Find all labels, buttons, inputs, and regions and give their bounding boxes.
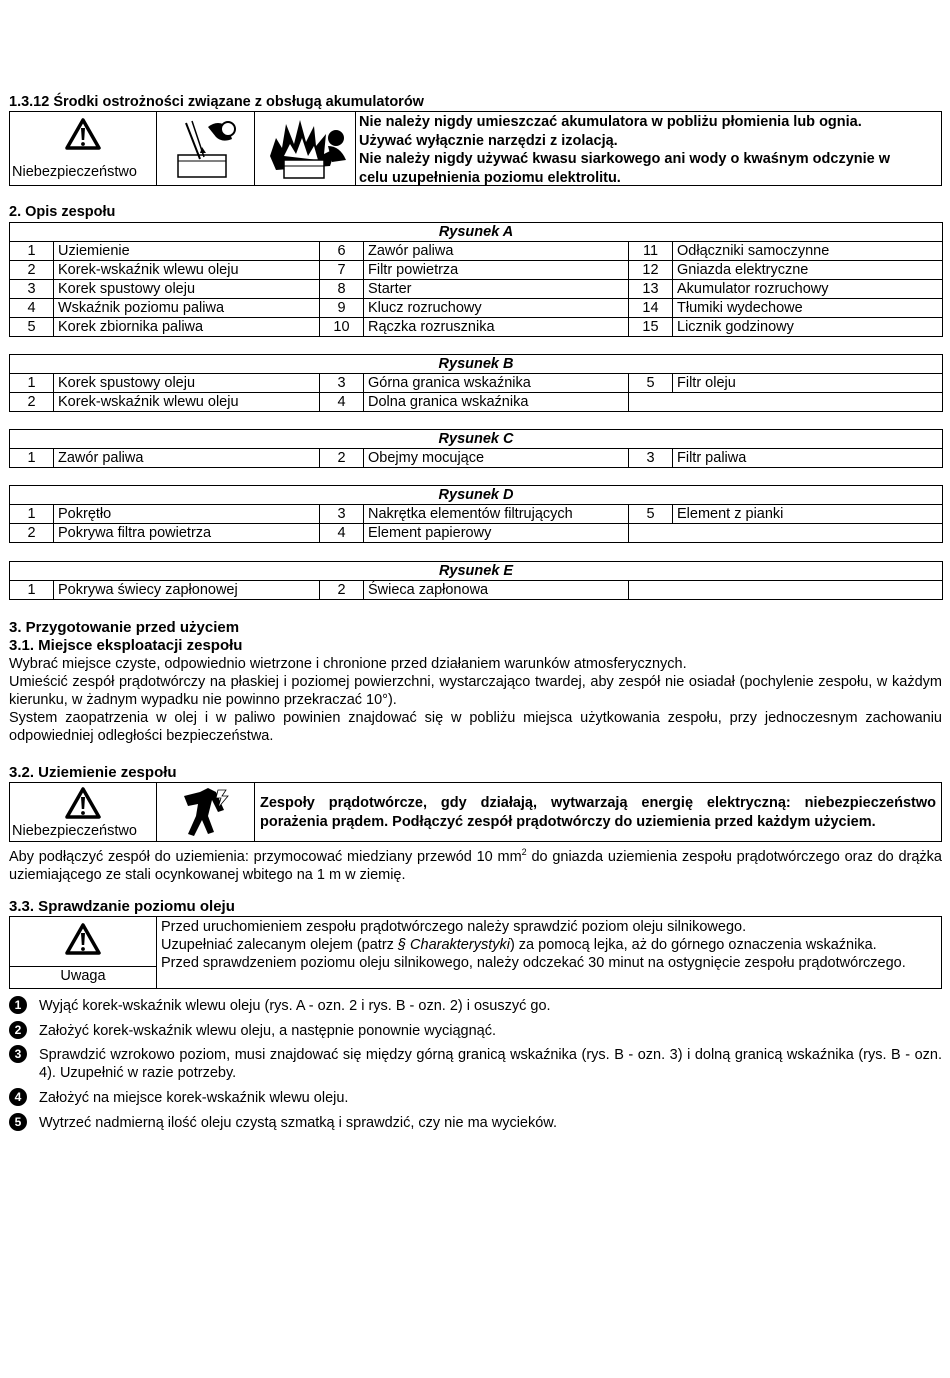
figure-d-caption: Rysunek D — [10, 486, 943, 505]
grounding-sup: 2 — [521, 847, 527, 857]
item-number: 1 — [10, 242, 54, 261]
item-label: Starter — [364, 280, 629, 299]
item-label: Pokrywa świecy zapłonowej — [54, 581, 320, 600]
item-label: Zawór paliwa — [54, 449, 320, 468]
grounding-text-b: do gniazda uziemienia zespołu prądotwórczego oraz do drążka uziemiającego ze stali ocynkowanej wbitego na 1 m w ziemię. — [9, 848, 942, 883]
section-heading-1312: 1.3.12 Środki ostrożności związane z obsługą akumulatorów — [9, 94, 424, 110]
item-label: Wskaźnik poziomu paliwa — [54, 299, 320, 318]
step-number: 1 — [9, 996, 27, 1014]
item-label: Korek zbiornika paliwa — [54, 318, 320, 337]
item-number: 3 — [10, 280, 54, 299]
list-item — [9, 1114, 942, 1132]
table-row — [10, 299, 943, 318]
empty-cell — [629, 393, 943, 412]
item-number: 13 — [629, 280, 673, 299]
item-number: 6 — [320, 242, 364, 261]
warning-triangle-icon — [65, 923, 101, 956]
table-row — [10, 524, 943, 543]
battery-warning-box — [9, 111, 942, 186]
caution-line-1: Przed uruchomieniem zespołu prądotwórczego należy sprawdzić poziom oleju silnikowego. — [161, 919, 747, 935]
table-row — [10, 374, 943, 393]
warning-triangle-icon — [65, 118, 101, 151]
item-number: 1 — [10, 449, 54, 468]
empty-cell — [629, 524, 943, 543]
item-label: Licznik godzinowy — [673, 318, 943, 337]
grounding-warning-box — [9, 782, 942, 842]
item-label: Tłumiki wydechowe — [673, 299, 943, 318]
danger-label: Niebezpieczeństwo — [12, 823, 137, 839]
danger-label: Niebezpieczeństwo — [12, 164, 137, 180]
table-row — [10, 449, 943, 468]
step-number: 4 — [9, 1088, 27, 1106]
item-label: Świeca zapłonowa — [364, 581, 629, 600]
step-number: 2 — [9, 1021, 27, 1039]
item-label: Korek-wskaźnik wlewu oleju — [54, 261, 320, 280]
item-number: 4 — [320, 393, 364, 412]
item-number: 2 — [10, 261, 54, 280]
item-label: Filtr paliwa — [673, 449, 943, 468]
item-number: 7 — [320, 261, 364, 280]
section-heading-3: 3. Przygotowanie przed użyciem — [9, 619, 240, 636]
item-number: 1 — [10, 505, 54, 524]
item-number: 4 — [320, 524, 364, 543]
item-label: Korek spustowy oleju — [54, 374, 320, 393]
paragraph-grounding — [9, 843, 942, 884]
item-label: Element z pianki — [673, 505, 943, 524]
item-number: 15 — [629, 318, 673, 337]
item-number: 3 — [320, 374, 364, 393]
item-number: 14 — [629, 299, 673, 318]
item-label: Uziemienie — [54, 242, 320, 261]
warning-triangle-icon — [65, 787, 101, 820]
step-text: Wyjąć korek-wskaźnik wlewu oleju (rys. A - ozn. 2 i rys. B - ozn. 2) i osuszyć go. — [39, 998, 551, 1014]
step-number: 5 — [9, 1113, 27, 1131]
item-number: 10 — [320, 318, 364, 337]
fire-explosion-icon — [262, 116, 350, 182]
paragraph-location-1: Wybrać miejsce czyste, odpowiednio wietrzone i chronione przed działaniem warunków atmosferycznych. — [9, 656, 687, 672]
figure-b-table — [9, 354, 943, 412]
item-label: Gniazda elektryczne — [673, 261, 943, 280]
item-label: Zawór paliwa — [364, 242, 629, 261]
item-number: 1 — [10, 374, 54, 393]
item-number: 3 — [629, 449, 673, 468]
figure-c-caption: Rysunek C — [10, 430, 943, 449]
figure-e-caption: Rysunek E — [10, 562, 943, 581]
battery-warning-line-2: Używać wyłącznie narzędzi z izolacją. — [359, 132, 618, 149]
caution-text-a: Uzupełniać zalecanym olejem (patrz — [161, 937, 398, 953]
list-item — [9, 997, 942, 1015]
item-number: 3 — [320, 505, 364, 524]
table-row — [10, 261, 943, 280]
figure-b-caption: Rysunek B — [10, 355, 943, 374]
item-label: Filtr oleju — [673, 374, 943, 393]
table-row — [10, 581, 943, 600]
battery-warning-line-3: Nie należy nigdy używać kwasu siarkowego ani wody o kwaśnym odczynie w — [359, 151, 891, 167]
figure-a-caption: Rysunek A — [10, 223, 943, 242]
figure-a-table — [9, 222, 943, 337]
item-label: Nakrętka elementów filtrujących — [364, 505, 629, 524]
item-label: Korek-wskaźnik wlewu oleju — [54, 393, 320, 412]
caution-text-c: ) za pomocą lejka, aż do górnego oznaczenia wskaźnika. — [509, 937, 877, 953]
section-heading-32: 3.2. Uziemienie zespołu — [9, 764, 177, 781]
item-label: Obejmy mocujące — [364, 449, 629, 468]
item-number: 5 — [10, 318, 54, 337]
characteristics-link: § Charakterystyki — [397, 937, 510, 953]
electric-shock-icon — [174, 786, 244, 840]
item-number: 2 — [320, 581, 364, 600]
step-text: Założyć korek-wskaźnik wlewu oleju, a następnie ponownie wyciągnąć. — [39, 1023, 496, 1039]
caution-label: Uwaga — [60, 968, 106, 984]
figure-c-table — [9, 429, 943, 468]
item-number: 5 — [629, 374, 673, 393]
item-number: 4 — [10, 299, 54, 318]
figure-d-table — [9, 485, 943, 543]
step-text: Sprawdzić wzrokowo poziom, musi znajdować się między górną granicą wskaźnika (rys. B - ozn. 3) i dolną granicą wskaźnika (rys. B - ozn. 4). Uzupełnić w razie potrzeby. — [39, 1047, 942, 1081]
item-number: 2 — [10, 524, 54, 543]
paragraph-location-2: Umieścić zespół prądotwórczy na płaskiej i poziomej powierzchni, wystarczająco twardej, aby zespół nie osiadał (pochylenie zespołu, w każdym kierunku, w żadnym wypadku nie powinno przekraczać 10°). — [9, 674, 942, 708]
paragraph-location-3: System zaopatrzenia w olej i w paliwo powinien znajdować się w pobliżu miejsca użytkowania zespołu, przy jednoczesnym zachowaniu odpowiedniej odległości bezpieczeństwa. — [9, 710, 942, 744]
item-label: Korek spustowy oleju — [54, 280, 320, 299]
item-label: Akumulator rozruchowy — [673, 280, 943, 299]
step-number: 3 — [9, 1045, 27, 1063]
caution-line-2 — [161, 936, 936, 954]
empty-cell — [629, 581, 943, 600]
section-heading-31: 3.1. Miejsce eksploatacji zespołu — [9, 637, 243, 654]
item-number: 5 — [629, 505, 673, 524]
list-item — [9, 1089, 942, 1107]
item-number: 1 — [10, 581, 54, 600]
table-row — [10, 280, 943, 299]
item-label: Dolna granica wskaźnika — [364, 393, 629, 412]
item-number: 9 — [320, 299, 364, 318]
step-text: Założyć na miejsce korek-wskaźnik wlewu oleju. — [39, 1090, 349, 1106]
item-number: 2 — [10, 393, 54, 412]
list-item — [9, 1022, 942, 1040]
item-number: 2 — [320, 449, 364, 468]
item-label: Rączka rozrusznika — [364, 318, 629, 337]
grounding-warning-text: Zespoły prądotwórcze, gdy działają, wytwarzają energię elektryczną: niebezpieczeństwo porażenia prądem. Podłączyć zespół prądotwórczy do uziemienia przed każdym użyciem. — [260, 795, 936, 830]
item-label: Odłączniki samoczynne — [673, 242, 943, 261]
item-number: 11 — [629, 242, 673, 261]
oil-caution-box — [9, 916, 942, 989]
battery-warning-line-4: celu uzupełnienia poziomu elektrolitu. — [359, 169, 621, 186]
table-row — [10, 318, 943, 337]
item-label: Element papierowy — [364, 524, 629, 543]
item-label: Klucz rozruchowy — [364, 299, 629, 318]
table-row — [10, 242, 943, 261]
item-label: Pokrywa filtra powietrza — [54, 524, 320, 543]
section-heading-33: 3.3. Sprawdzanie poziomu oleju — [9, 898, 235, 915]
item-number: 12 — [629, 261, 673, 280]
item-number: 8 — [320, 280, 364, 299]
caution-line-3: Przed sprawdzeniem poziomu oleju silnikowego, należy odczekać 30 minut na ostygnięcie zespołu prądotwórczego. — [161, 955, 906, 971]
item-label: Górna granica wskaźnika — [364, 374, 629, 393]
item-label: Pokrętło — [54, 505, 320, 524]
battery-tool-icon — [172, 117, 242, 181]
figure-e-table — [9, 561, 943, 600]
table-row — [10, 505, 943, 524]
battery-warning-line-1: Nie należy nigdy umieszczać akumulatora w pobliżu płomienia lub ognia. — [359, 114, 862, 130]
table-row — [10, 393, 943, 412]
step-text: Wytrzeć nadmierną ilość oleju czystą szmatką i sprawdzić, czy nie ma wycieków. — [39, 1115, 558, 1131]
list-item — [9, 1046, 942, 1082]
grounding-text-a: Aby podłączyć zespół do uziemienia: przymocować miedziany przewód 10 mm — [9, 848, 522, 865]
section-heading-2: 2. Opis zespołu — [9, 204, 116, 220]
item-label: Filtr powietrza — [364, 261, 629, 280]
